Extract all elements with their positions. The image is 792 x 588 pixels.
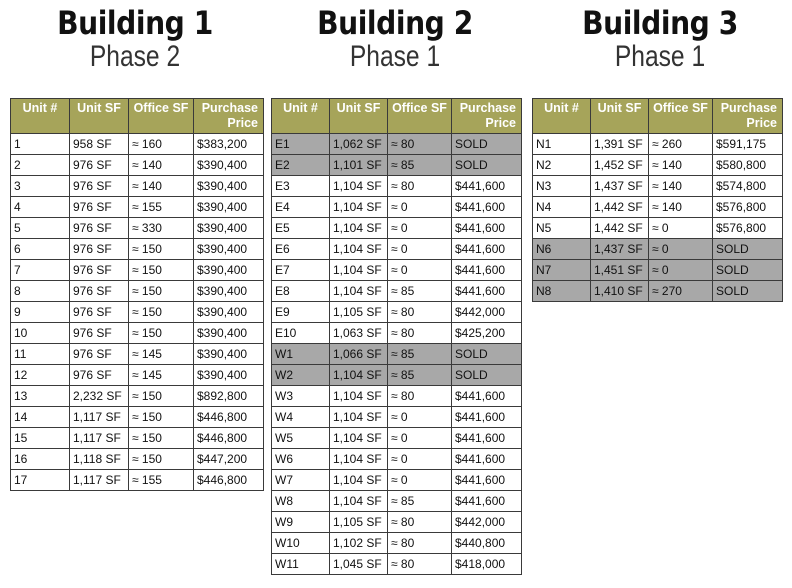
cell-office-sf: ≈ 150 [129,281,194,302]
cell-unit-sf: 1,104 SF [330,239,388,260]
table-header-row [533,99,783,134]
cell-office-sf: ≈ 150 [129,407,194,428]
cell-purchase-price: $441,600 [452,386,522,407]
cell-unit: W7 [272,470,330,491]
cell-purchase-price: $576,800 [713,197,783,218]
cell-office-sf: ≈ 85 [388,155,452,176]
cell-office-sf: ≈ 80 [388,386,452,407]
cell-unit: E7 [272,260,330,281]
cell-purchase-price: $447,200 [194,449,264,470]
table-row [272,239,522,260]
cell-purchase-price: SOLD [713,260,783,281]
cell-unit: E3 [272,176,330,197]
cell-unit-sf: 976 SF [70,260,129,281]
cell-office-sf: ≈ 0 [649,260,713,281]
cell-office-sf: ≈ 0 [388,197,452,218]
cell-office-sf: ≈ 145 [129,344,194,365]
cell-purchase-price: $441,600 [452,407,522,428]
cell-unit: E2 [272,155,330,176]
table-row [11,197,264,218]
building-1-table [10,98,264,491]
column-header-unit-sf: Unit SF [330,99,388,134]
cell-unit: E8 [272,281,330,302]
column-header-unit-sf: Unit SF [70,99,129,134]
table-row [533,281,783,302]
column-header-purchase-price: Purchase Price [713,99,783,134]
cell-purchase-price: $441,600 [452,218,522,239]
column-header-office-sf: Office SF [649,99,713,134]
cell-unit-sf: 1,105 SF [330,512,388,533]
building-3-table [532,98,783,302]
cell-office-sf: ≈ 270 [649,281,713,302]
cell-unit: 11 [11,344,70,365]
cell-unit: W4 [272,407,330,428]
cell-unit: N6 [533,239,591,260]
cell-unit-sf: 1,117 SF [70,407,129,428]
building-3-heading [555,4,765,72]
cell-unit-sf: 976 SF [70,239,129,260]
cell-unit: 15 [11,428,70,449]
cell-office-sf: ≈ 140 [649,155,713,176]
building-1-phase: Phase 2 [89,40,181,73]
cell-purchase-price: $441,600 [452,239,522,260]
cell-office-sf: ≈ 80 [388,554,452,575]
table-row [533,218,783,239]
cell-unit: 1 [11,134,70,155]
cell-unit-sf: 1,117 SF [70,428,129,449]
table-row [272,365,522,386]
cell-purchase-price: $441,600 [452,281,522,302]
table-row [272,428,522,449]
column-header-unit: Unit # [11,99,70,134]
table-row [11,239,264,260]
table-row [272,470,522,491]
column-header-office-sf: Office SF [129,99,194,134]
cell-purchase-price: $574,800 [713,176,783,197]
table-row [272,155,522,176]
cell-office-sf: ≈ 0 [649,218,713,239]
cell-unit: 14 [11,407,70,428]
column-header-unit-sf: Unit SF [591,99,649,134]
cell-office-sf: ≈ 155 [129,197,194,218]
cell-unit: N8 [533,281,591,302]
cell-purchase-price: $390,400 [194,323,264,344]
cell-purchase-price: $591,175 [713,134,783,155]
cell-purchase-price: $441,600 [452,470,522,491]
cell-unit: 4 [11,197,70,218]
cell-unit: N2 [533,155,591,176]
cell-unit: W10 [272,533,330,554]
cell-purchase-price: SOLD [452,134,522,155]
cell-purchase-price: $390,400 [194,260,264,281]
cell-unit-sf: 1,104 SF [330,218,388,239]
cell-office-sf: ≈ 140 [649,197,713,218]
cell-purchase-price: $441,600 [452,449,522,470]
cell-unit: W2 [272,365,330,386]
table-row [11,365,264,386]
table-row [272,533,522,554]
cell-unit-sf: 1,104 SF [330,428,388,449]
cell-unit: N1 [533,134,591,155]
cell-office-sf: ≈ 85 [388,344,452,365]
cell-unit: E4 [272,197,330,218]
building-3-phase: Phase 1 [614,40,706,73]
cell-office-sf: ≈ 0 [388,260,452,281]
cell-unit-sf: 976 SF [70,365,129,386]
cell-unit-sf: 1,102 SF [330,533,388,554]
table-row [533,260,783,281]
column-header-purchase-price: Purchase Price [452,99,522,134]
table-row [272,218,522,239]
cell-unit-sf: 1,104 SF [330,365,388,386]
cell-unit: 3 [11,176,70,197]
cell-office-sf: ≈ 0 [649,239,713,260]
cell-purchase-price: $441,600 [452,428,522,449]
table-row [533,176,783,197]
cell-unit-sf: 958 SF [70,134,129,155]
cell-unit-sf: 1,452 SF [591,155,649,176]
table-header-row [272,99,522,134]
table-row [11,302,264,323]
table-row [272,176,522,197]
cell-office-sf: ≈ 330 [129,218,194,239]
cell-unit-sf: 1,101 SF [330,155,388,176]
cell-unit-sf: 976 SF [70,302,129,323]
table-row [533,134,783,155]
cell-unit-sf: 2,232 SF [70,386,129,407]
table-row [11,218,264,239]
cell-unit: 17 [11,470,70,491]
cell-purchase-price: $390,400 [194,281,264,302]
table-row [11,344,264,365]
cell-unit-sf: 1,118 SF [70,449,129,470]
cell-office-sf: ≈ 150 [129,323,194,344]
cell-purchase-price: $442,000 [452,512,522,533]
cell-office-sf: ≈ 260 [649,134,713,155]
cell-office-sf: ≈ 85 [388,365,452,386]
table-row [272,134,522,155]
cell-purchase-price: $390,400 [194,344,264,365]
cell-office-sf: ≈ 140 [649,176,713,197]
table-row [11,470,264,491]
cell-unit: W9 [272,512,330,533]
cell-unit: E5 [272,218,330,239]
table-row [272,281,522,302]
cell-unit: 8 [11,281,70,302]
cell-unit-sf: 976 SF [70,218,129,239]
building-1-heading [30,4,240,72]
cell-purchase-price: $383,200 [194,134,264,155]
cell-unit-sf: 1,104 SF [330,470,388,491]
cell-unit: E9 [272,302,330,323]
cell-purchase-price: $390,400 [194,218,264,239]
cell-unit-sf: 1,104 SF [330,260,388,281]
cell-unit: N3 [533,176,591,197]
cell-unit-sf: 976 SF [70,197,129,218]
cell-unit-sf: 1,105 SF [330,302,388,323]
cell-purchase-price: SOLD [452,344,522,365]
cell-unit-sf: 1,104 SF [330,407,388,428]
cell-unit: 13 [11,386,70,407]
cell-unit: 5 [11,218,70,239]
cell-unit-sf: 976 SF [70,344,129,365]
cell-purchase-price: SOLD [452,155,522,176]
cell-purchase-price: $390,400 [194,239,264,260]
cell-unit-sf: 1,066 SF [330,344,388,365]
cell-office-sf: ≈ 145 [129,365,194,386]
building-2-title: Building 2 [317,4,473,42]
cell-office-sf: ≈ 150 [129,239,194,260]
table-row [11,260,264,281]
cell-office-sf: ≈ 150 [129,302,194,323]
cell-unit-sf: 1,437 SF [591,176,649,197]
table-row [272,260,522,281]
building-2-phase: Phase 1 [349,40,441,73]
cell-unit-sf: 1,045 SF [330,554,388,575]
cell-unit-sf: 1,104 SF [330,281,388,302]
table-row [272,344,522,365]
cell-unit: E10 [272,323,330,344]
cell-purchase-price: $441,600 [452,197,522,218]
cell-unit-sf: 1,437 SF [591,239,649,260]
cell-office-sf: ≈ 80 [388,176,452,197]
table-row [272,512,522,533]
cell-unit: 2 [11,155,70,176]
cell-unit-sf: 1,442 SF [591,218,649,239]
cell-unit: E6 [272,239,330,260]
table-row [272,491,522,512]
table-row [272,407,522,428]
cell-purchase-price: $390,400 [194,365,264,386]
cell-office-sf: ≈ 0 [388,428,452,449]
table-row [11,407,264,428]
table-row [533,155,783,176]
table-row [11,176,264,197]
cell-purchase-price: SOLD [452,365,522,386]
cell-office-sf: ≈ 160 [129,134,194,155]
cell-unit: 6 [11,239,70,260]
cell-purchase-price: $442,000 [452,302,522,323]
table-row [272,302,522,323]
cell-unit-sf: 1,451 SF [591,260,649,281]
cell-unit-sf: 1,391 SF [591,134,649,155]
cell-purchase-price: $441,600 [452,176,522,197]
cell-office-sf: ≈ 140 [129,155,194,176]
cell-unit-sf: 976 SF [70,155,129,176]
cell-purchase-price: $441,600 [452,260,522,281]
cell-purchase-price: $576,800 [713,218,783,239]
table-row [11,155,264,176]
cell-office-sf: ≈ 80 [388,533,452,554]
cell-purchase-price: $390,400 [194,155,264,176]
cell-unit: W11 [272,554,330,575]
cell-unit-sf: 1,104 SF [330,491,388,512]
cell-unit-sf: 976 SF [70,281,129,302]
cell-unit: E1 [272,134,330,155]
cell-purchase-price: $892,800 [194,386,264,407]
cell-unit-sf: 1,117 SF [70,470,129,491]
cell-unit-sf: 1,410 SF [591,281,649,302]
table-row [11,323,264,344]
cell-purchase-price: SOLD [713,281,783,302]
building-2-heading [290,4,500,72]
cell-unit: N4 [533,197,591,218]
cell-unit-sf: 1,442 SF [591,197,649,218]
cell-unit-sf: 976 SF [70,323,129,344]
column-header-office-sf: Office SF [388,99,452,134]
cell-purchase-price: $425,200 [452,323,522,344]
cell-office-sf: ≈ 80 [388,302,452,323]
cell-purchase-price: $390,400 [194,176,264,197]
cell-unit-sf: 976 SF [70,176,129,197]
building-2-table [271,98,522,575]
cell-office-sf: ≈ 80 [388,512,452,533]
cell-unit: W5 [272,428,330,449]
cell-unit: 12 [11,365,70,386]
cell-unit: W8 [272,491,330,512]
cell-purchase-price: $418,000 [452,554,522,575]
cell-unit: 10 [11,323,70,344]
cell-unit-sf: 1,104 SF [330,197,388,218]
cell-office-sf: ≈ 80 [388,134,452,155]
building-3-title: Building 3 [582,4,738,42]
cell-purchase-price: $446,800 [194,407,264,428]
column-header-purchase-price: Purchase Price [194,99,264,134]
cell-unit: W6 [272,449,330,470]
cell-office-sf: ≈ 150 [129,449,194,470]
cell-office-sf: ≈ 80 [388,323,452,344]
table-row [272,449,522,470]
cell-purchase-price: $440,800 [452,533,522,554]
cell-unit-sf: 1,063 SF [330,323,388,344]
table-row [272,323,522,344]
cell-purchase-price: $446,800 [194,470,264,491]
table-header-row [11,99,264,134]
cell-unit: W1 [272,344,330,365]
building-1-title: Building 1 [57,4,213,42]
column-header-unit: Unit # [533,99,591,134]
cell-unit: 9 [11,302,70,323]
cell-office-sf: ≈ 150 [129,428,194,449]
cell-unit-sf: 1,104 SF [330,386,388,407]
cell-office-sf: ≈ 155 [129,470,194,491]
cell-unit: N7 [533,260,591,281]
table-row [272,386,522,407]
table-row [272,554,522,575]
cell-office-sf: ≈ 0 [388,407,452,428]
cell-purchase-price: $390,400 [194,197,264,218]
cell-office-sf: ≈ 140 [129,176,194,197]
table-row [11,428,264,449]
table-row [11,134,264,155]
cell-purchase-price: $446,800 [194,428,264,449]
cell-unit: 7 [11,260,70,281]
cell-purchase-price: $390,400 [194,302,264,323]
table-row [11,386,264,407]
cell-unit-sf: 1,062 SF [330,134,388,155]
cell-office-sf: ≈ 0 [388,449,452,470]
table-row [11,281,264,302]
cell-office-sf: ≈ 0 [388,218,452,239]
cell-office-sf: ≈ 85 [388,491,452,512]
cell-office-sf: ≈ 85 [388,281,452,302]
cell-office-sf: ≈ 150 [129,386,194,407]
cell-unit-sf: 1,104 SF [330,176,388,197]
cell-purchase-price: SOLD [713,239,783,260]
table-row [533,239,783,260]
cell-purchase-price: $441,600 [452,491,522,512]
cell-purchase-price: $580,800 [713,155,783,176]
cell-office-sf: ≈ 150 [129,260,194,281]
cell-unit: W3 [272,386,330,407]
column-header-unit: Unit # [272,99,330,134]
cell-office-sf: ≈ 0 [388,470,452,491]
table-row [533,197,783,218]
table-row [11,449,264,470]
cell-unit-sf: 1,104 SF [330,449,388,470]
cell-unit: 16 [11,449,70,470]
cell-unit: N5 [533,218,591,239]
table-row [272,197,522,218]
cell-office-sf: ≈ 0 [388,239,452,260]
